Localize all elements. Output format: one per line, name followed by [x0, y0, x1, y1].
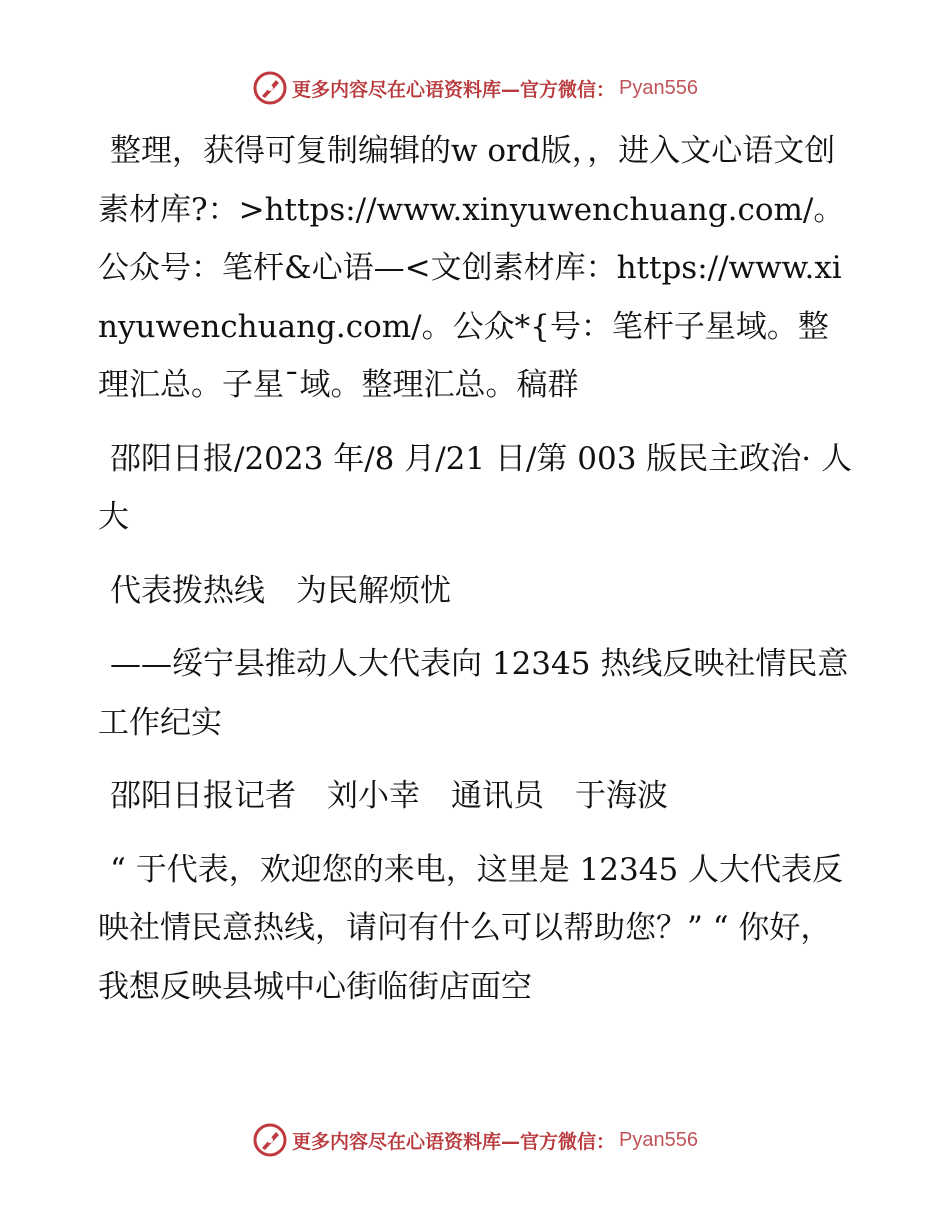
byline: 邵阳日报记者 刘小幸 通讯员 于海波 [110, 778, 668, 814]
banner-wechat-id: Pyan556 [619, 1128, 698, 1151]
document-body [98, 122, 858, 1031]
banner-slogan: 更多内容尽在心语资料库—官方微信： [292, 78, 616, 101]
pen-logo-icon [252, 1122, 288, 1158]
intro-paragraph: 整理，获得可复制编辑的w ord版，，进入文心语文创素材库?：>https://www.xinyuwenchuang.com/。公众号：笔杆&心语—<文创素材库：https://www.xinyuwenchuang.com/。公众*{号：笔杆子星域。整理汇总。子星¯域。整理汇总。稿群 [98, 133, 845, 403]
source-line: 邵阳日报/2023 年/8 月/21 日/第 003 版民主政治· 人大 [98, 440, 852, 535]
banner-wechat-id: Pyan556 [619, 76, 698, 99]
pen-logo-icon [252, 70, 288, 106]
body-paragraph: “ 于代表，欢迎您的来电，这里是 12345 人大代表反映社情民意热线，请问有什么可以帮助您？” “ 你好，我想反映县城中心街临街店面空 [98, 851, 844, 1005]
article-title: 代表拨热线 为民解烦忧 [110, 572, 451, 609]
header-watermark-banner [0, 70, 950, 106]
banner-slogan: 更多内容尽在心语资料库—官方微信： [292, 1130, 616, 1153]
article-subtitle: ——绥宁县推动人大代表向 12345 热线反映社情民意工作纪实 [98, 646, 849, 741]
footer-watermark-banner [0, 1122, 950, 1158]
